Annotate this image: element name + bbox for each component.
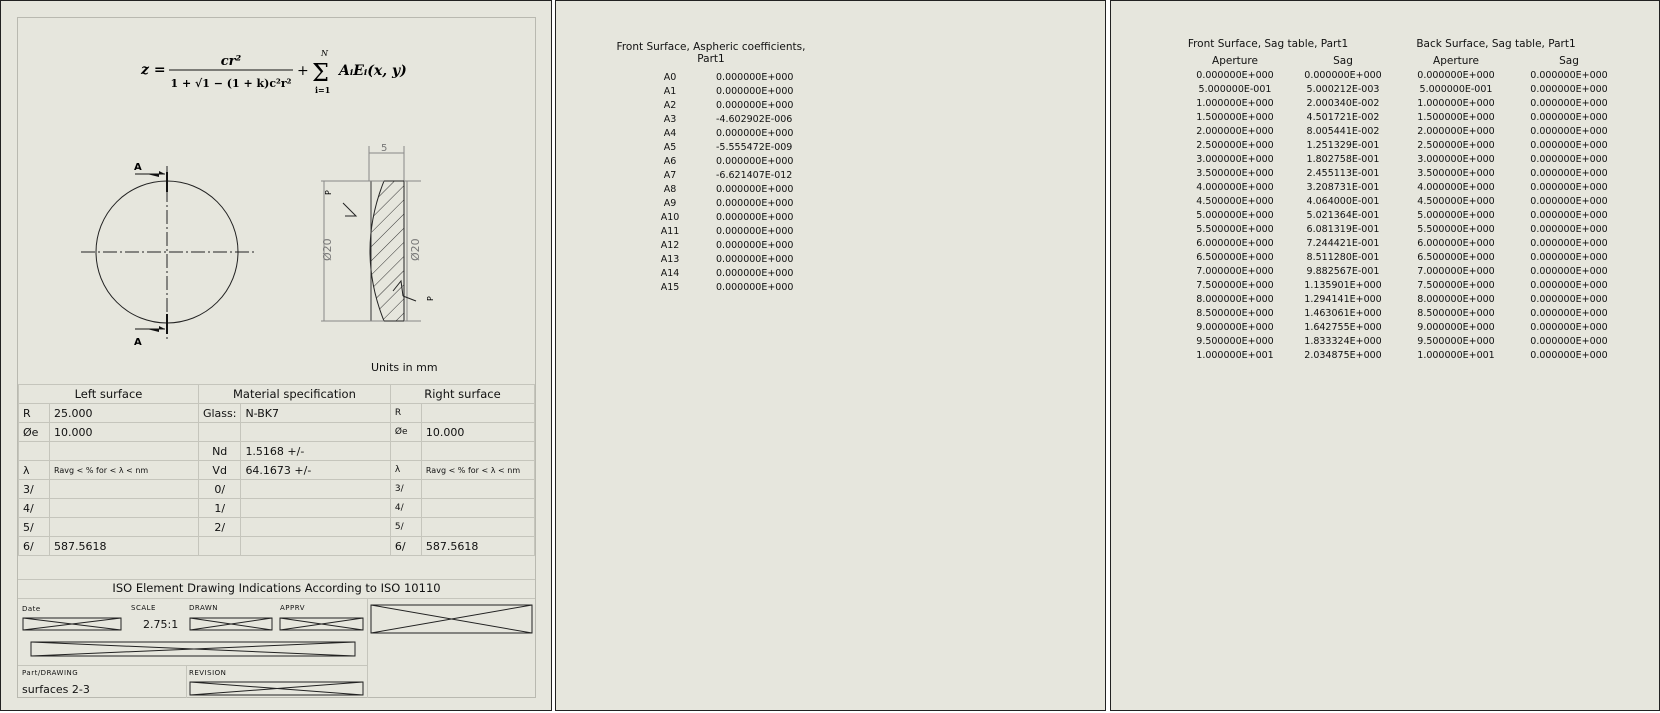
spec-cell: R xyxy=(390,404,421,423)
sag-row xyxy=(1181,348,1623,362)
formula-plus: + xyxy=(297,63,309,79)
dim-diameter-left: Ø20 xyxy=(321,238,334,261)
coefficient-name: A1 xyxy=(663,85,677,97)
sag-row xyxy=(1181,68,1623,82)
coefficient-value: -5.555472E-009 xyxy=(716,141,793,153)
sag-row xyxy=(1181,82,1623,96)
sag-cell: 9.500000E+000 xyxy=(1417,335,1495,347)
title-block-placeholders xyxy=(1,1,553,712)
coefficients-title xyxy=(616,41,806,65)
coefficient-row xyxy=(636,126,820,140)
coefficient-value: 0.000000E+000 xyxy=(716,253,794,265)
sag-col-header: Sag xyxy=(1559,55,1579,67)
sag-cell: 0.000000E+000 xyxy=(1530,349,1608,361)
coefficient-name: A10 xyxy=(660,211,680,223)
sag-cell: 4.501721E-002 xyxy=(1306,111,1380,123)
coefficient-value: 0.000000E+000 xyxy=(716,267,794,279)
sag-row xyxy=(1181,124,1623,138)
sag-cell: 5.000000E+000 xyxy=(1417,209,1495,221)
sag-row xyxy=(1181,278,1623,292)
sag-cell: 0.000000E+000 xyxy=(1530,237,1608,249)
sag-row xyxy=(1181,236,1623,250)
section-label-bottom: A xyxy=(134,337,142,348)
coefficient-value: 0.000000E+000 xyxy=(716,197,794,209)
coefficients-title-line1: Front Surface, Aspheric coefficients, xyxy=(616,41,806,53)
spec-cell: 4/ xyxy=(19,499,50,518)
sag-cell: 5.000000E-001 xyxy=(1419,83,1493,95)
coefficient-value: 0.000000E+000 xyxy=(716,183,794,195)
date-label: Date xyxy=(22,605,41,613)
coefficient-value: -6.621407E-012 xyxy=(716,169,793,181)
coefficient-name: A9 xyxy=(663,197,677,209)
sag-cell: 3.000000E+000 xyxy=(1417,153,1495,165)
coefficient-name: A8 xyxy=(663,183,677,195)
sag-cell: 0.000000E+000 xyxy=(1530,195,1608,207)
sag-cell: 3.000000E+000 xyxy=(1196,153,1274,165)
formula-sum-lower: i=1 xyxy=(315,85,331,95)
sag-cell: 5.000000E-001 xyxy=(1198,83,1272,95)
coefficients-sheet xyxy=(555,0,1106,711)
coefficient-row xyxy=(636,154,820,168)
sag-cell: 4.000000E+000 xyxy=(1417,181,1495,193)
coefficient-name: A3 xyxy=(663,113,677,125)
coefficient-name: A7 xyxy=(663,169,677,181)
formula-sum-upper: N xyxy=(321,49,328,58)
sag-cell: 1.463061E+000 xyxy=(1304,307,1382,319)
coefficient-row xyxy=(636,70,820,84)
sag-cell: 9.882567E-001 xyxy=(1306,265,1380,277)
sag-header-row xyxy=(1181,54,1623,68)
sag-cell: 0.000000E+000 xyxy=(1530,293,1608,305)
sag-row xyxy=(1181,152,1623,166)
spec-cell: 1.5168 +/- xyxy=(241,442,390,461)
formula-lhs: z = xyxy=(141,62,166,78)
sag-table-sheet xyxy=(1110,0,1660,711)
part-value: surfaces 2-3 xyxy=(22,683,90,696)
sag-row xyxy=(1181,110,1623,124)
sag-cell: 0.000000E+000 xyxy=(1530,335,1608,347)
sag-cell: 5.000212E-003 xyxy=(1306,83,1380,95)
sag-cell: 4.064000E-001 xyxy=(1306,195,1380,207)
coefficient-row xyxy=(636,280,820,294)
sag-cell: 3.500000E+000 xyxy=(1417,167,1495,179)
spec-cell: Ravg < % for < λ < nm xyxy=(50,461,199,480)
coefficient-row xyxy=(636,84,820,98)
sag-cell: 1.642755E+000 xyxy=(1304,321,1382,333)
coefficient-value: 0.000000E+000 xyxy=(716,211,794,223)
material-spec-header: Material specification xyxy=(198,385,390,404)
sag-row xyxy=(1181,292,1623,306)
spec-cell: 4/ xyxy=(390,499,421,518)
left-surface-header: Left surface xyxy=(19,385,199,404)
sag-cell: 0.000000E+000 xyxy=(1530,97,1608,109)
coefficient-row xyxy=(636,224,820,238)
spec-cell: 1/ xyxy=(198,499,241,518)
sag-cell: 8.500000E+000 xyxy=(1417,307,1495,319)
sag-cell: 5.021364E-001 xyxy=(1306,209,1380,221)
sag-cell: 0.000000E+000 xyxy=(1417,69,1495,81)
apprv-label: APPRV xyxy=(280,604,306,612)
dim-thickness: 5 xyxy=(381,143,388,154)
sag-cell: 0.000000E+000 xyxy=(1530,279,1608,291)
sag-cell: 6.081319E-001 xyxy=(1306,223,1380,235)
sag-cell: 0.000000E+000 xyxy=(1530,181,1608,193)
sag-cell: 1.000000E+001 xyxy=(1196,349,1274,361)
sag-row xyxy=(1181,208,1623,222)
sag-col-header: Aperture xyxy=(1433,55,1479,67)
spec-cell: Glass: xyxy=(198,404,241,423)
sag-cell: 9.000000E+000 xyxy=(1196,321,1274,333)
coefficients-table xyxy=(636,70,820,294)
sag-row xyxy=(1181,166,1623,180)
sag-cell: 0.000000E+000 xyxy=(1530,251,1608,263)
coefficient-value: 0.000000E+000 xyxy=(716,71,794,83)
sag-cell: 3.208731E-001 xyxy=(1306,181,1380,193)
spec-cell: Øe xyxy=(19,423,50,442)
scale-value: 2.75:1 xyxy=(143,618,179,631)
sag-cell: 8.000000E+000 xyxy=(1417,293,1495,305)
sag-cell: 2.455113E-001 xyxy=(1306,167,1380,179)
sag-row xyxy=(1181,334,1623,348)
sag-cell: 2.500000E+000 xyxy=(1417,139,1495,151)
p-label-2: P xyxy=(426,296,435,301)
iso-title: ISO Element Drawing Indications According to ISO 10110 xyxy=(112,581,441,595)
sag-table xyxy=(1181,54,1623,362)
sag-cell: 2.000000E+000 xyxy=(1196,125,1274,137)
coefficient-name: A11 xyxy=(660,225,680,237)
sag-cell: 5.500000E+000 xyxy=(1417,223,1495,235)
coefficient-value: 0.000000E+000 xyxy=(716,225,794,237)
formula-term: AᵢEᵢ(x, y) xyxy=(339,63,407,79)
formula-numerator: cr² xyxy=(220,54,242,69)
spec-cell: Vd xyxy=(198,461,241,480)
spec-cell: λ xyxy=(19,461,50,480)
coefficient-name: A4 xyxy=(663,127,677,139)
spec-cell: Ravg < % for < λ < nm xyxy=(421,461,534,480)
sag-cell: 0.000000E+000 xyxy=(1530,265,1608,277)
coefficient-name: A2 xyxy=(663,99,677,111)
sag-row xyxy=(1181,180,1623,194)
coefficient-row xyxy=(636,238,820,252)
sag-row xyxy=(1181,222,1623,236)
sag-cell: 2.500000E+000 xyxy=(1196,139,1274,151)
coefficient-value: 0.000000E+000 xyxy=(716,85,794,97)
sag-cell: 8.005441E-002 xyxy=(1306,125,1380,137)
spec-cell: 587.5618 xyxy=(421,537,534,556)
spec-cell: 3/ xyxy=(19,480,50,499)
sag-cell: 0.000000E+000 xyxy=(1530,83,1608,95)
sag-cell: 6.000000E+000 xyxy=(1196,237,1274,249)
sag-cell: 0.000000E+000 xyxy=(1530,153,1608,165)
sag-cell: 6.500000E+000 xyxy=(1417,251,1495,263)
coefficient-row xyxy=(636,182,820,196)
drawing-sheet-1 xyxy=(0,0,552,711)
sag-cell: 5.000000E+000 xyxy=(1196,209,1274,221)
coefficient-name: A0 xyxy=(663,71,677,83)
spec-cell: 25.000 xyxy=(50,404,199,423)
spec-cell: 6/ xyxy=(19,537,50,556)
sag-cell: 1.251329E-001 xyxy=(1306,139,1380,151)
sag-cell: 4.500000E+000 xyxy=(1196,195,1274,207)
sag-cell: 8.511280E-001 xyxy=(1306,251,1380,263)
dim-diameter-right: Ø20 xyxy=(409,238,422,261)
coefficient-name: A5 xyxy=(663,141,677,153)
spec-cell: λ xyxy=(390,461,421,480)
sag-cell: 1.500000E+000 xyxy=(1196,111,1274,123)
sag-cell: 6.000000E+000 xyxy=(1417,237,1495,249)
sag-row xyxy=(1181,306,1623,320)
sag-cell: 1.294141E+000 xyxy=(1304,293,1382,305)
revision-label: REVISION xyxy=(189,669,227,677)
right-surface-header: Right surface xyxy=(390,385,534,404)
coefficient-value: -4.602902E-006 xyxy=(716,113,793,125)
sag-cell: 2.000340E-002 xyxy=(1306,97,1380,109)
coefficient-name: A14 xyxy=(660,267,680,279)
spec-cell: 587.5618 xyxy=(50,537,199,556)
spec-cell: Øe xyxy=(390,423,421,442)
sag-cell: 0.000000E+000 xyxy=(1530,125,1608,137)
sag-cell: 2.000000E+000 xyxy=(1417,125,1495,137)
sag-cell: 0.000000E+000 xyxy=(1530,223,1608,235)
coefficients-title-line2: Part1 xyxy=(697,53,725,65)
coefficient-value: 0.000000E+000 xyxy=(716,99,794,111)
coefficient-value: 0.000000E+000 xyxy=(716,155,794,167)
back-sag-title: Back Surface, Sag table, Part1 xyxy=(1416,38,1576,50)
sag-row xyxy=(1181,264,1623,278)
sag-cell: 3.500000E+000 xyxy=(1196,167,1274,179)
sag-cell: 9.500000E+000 xyxy=(1196,335,1274,347)
sag-cell: 1.000000E+001 xyxy=(1417,349,1495,361)
sag-cell: 7.500000E+000 xyxy=(1417,279,1495,291)
coefficient-name: A12 xyxy=(660,239,680,251)
sag-col-header: Sag xyxy=(1333,55,1353,67)
coefficient-value: 0.000000E+000 xyxy=(716,239,794,251)
coefficient-value: 0.000000E+000 xyxy=(716,281,794,293)
sag-cell: 8.500000E+000 xyxy=(1196,307,1274,319)
spec-cell: 0/ xyxy=(198,480,241,499)
sag-cell: 7.244421E-001 xyxy=(1306,237,1380,249)
spec-cell: Nd xyxy=(198,442,241,461)
front-sag-title: Front Surface, Sag table, Part1 xyxy=(1187,38,1349,50)
coefficient-name: A15 xyxy=(660,281,680,293)
sag-cell: 7.000000E+000 xyxy=(1196,265,1274,277)
sag-cell: 0.000000E+000 xyxy=(1530,69,1608,81)
spec-cell: 5/ xyxy=(390,518,421,537)
coefficient-row xyxy=(636,98,820,112)
spec-cell: 10.000 xyxy=(421,423,534,442)
coefficient-value: 0.000000E+000 xyxy=(716,127,794,139)
sag-cell: 0.000000E+000 xyxy=(1530,321,1608,333)
sag-cell: 0.000000E+000 xyxy=(1530,167,1608,179)
coefficient-name: A6 xyxy=(663,155,677,167)
sag-cell: 4.000000E+000 xyxy=(1196,181,1274,193)
scale-label: SCALE xyxy=(131,604,156,612)
spec-cell: N-BK7 xyxy=(241,404,390,423)
sag-cell: 1.500000E+000 xyxy=(1417,111,1495,123)
coefficient-row xyxy=(636,266,820,280)
sag-cell: 0.000000E+000 xyxy=(1530,139,1608,151)
sigma-icon: Σ xyxy=(312,59,329,87)
drawn-label: DRAWN xyxy=(189,604,219,612)
spec-cell: 5/ xyxy=(19,518,50,537)
coefficient-row xyxy=(636,168,820,182)
sag-cell: 0.000000E+000 xyxy=(1530,307,1608,319)
sag-cell: 5.500000E+000 xyxy=(1196,223,1274,235)
part-label: Part/DRAWING xyxy=(22,669,79,677)
coefficient-row xyxy=(636,196,820,210)
formula-denominator: 1 + √1 − (1 + k)c²r² xyxy=(170,77,292,90)
sag-row xyxy=(1181,96,1623,110)
coefficient-name: A13 xyxy=(660,253,680,265)
sag-cell: 0.000000E+000 xyxy=(1196,69,1274,81)
coefficient-row xyxy=(636,252,820,266)
sag-cell: 0.000000E+000 xyxy=(1304,69,1382,81)
sag-cell: 8.000000E+000 xyxy=(1196,293,1274,305)
sag-cell: 0.000000E+000 xyxy=(1530,209,1608,221)
spec-cell: 6/ xyxy=(390,537,421,556)
section-label-top: A xyxy=(134,162,142,173)
sag-row xyxy=(1181,194,1623,208)
spec-cell: 10.000 xyxy=(50,423,199,442)
sag-row xyxy=(1181,250,1623,264)
sag-cell: 7.000000E+000 xyxy=(1417,265,1495,277)
coefficient-row xyxy=(636,112,820,126)
sag-row xyxy=(1181,138,1623,152)
units-label: Units in mm xyxy=(371,361,438,374)
sag-cell: 6.500000E+000 xyxy=(1196,251,1274,263)
spec-cell: 3/ xyxy=(390,480,421,499)
coefficient-row xyxy=(636,210,820,224)
sag-cell: 0.000000E+000 xyxy=(1530,111,1608,123)
spec-cell: R xyxy=(19,404,50,423)
sag-cell: 7.500000E+000 xyxy=(1196,279,1274,291)
sag-row xyxy=(1181,320,1623,334)
spec-cell: 64.1673 +/- xyxy=(241,461,390,480)
sag-cell: 2.034875E+000 xyxy=(1304,349,1382,361)
sag-cell: 1.833324E+000 xyxy=(1304,335,1382,347)
p-label-1: P xyxy=(324,190,333,195)
coefficient-row xyxy=(636,140,820,154)
spec-cell: 2/ xyxy=(198,518,241,537)
sag-cell: 1.802758E-001 xyxy=(1306,153,1380,165)
sag-cell: 4.500000E+000 xyxy=(1417,195,1495,207)
sag-cell: 1.000000E+000 xyxy=(1196,97,1274,109)
sag-cell: 1.000000E+000 xyxy=(1417,97,1495,109)
sag-col-header: Aperture xyxy=(1212,55,1258,67)
sag-cell: 9.000000E+000 xyxy=(1417,321,1495,333)
sag-cell: 1.135901E+000 xyxy=(1304,279,1382,291)
